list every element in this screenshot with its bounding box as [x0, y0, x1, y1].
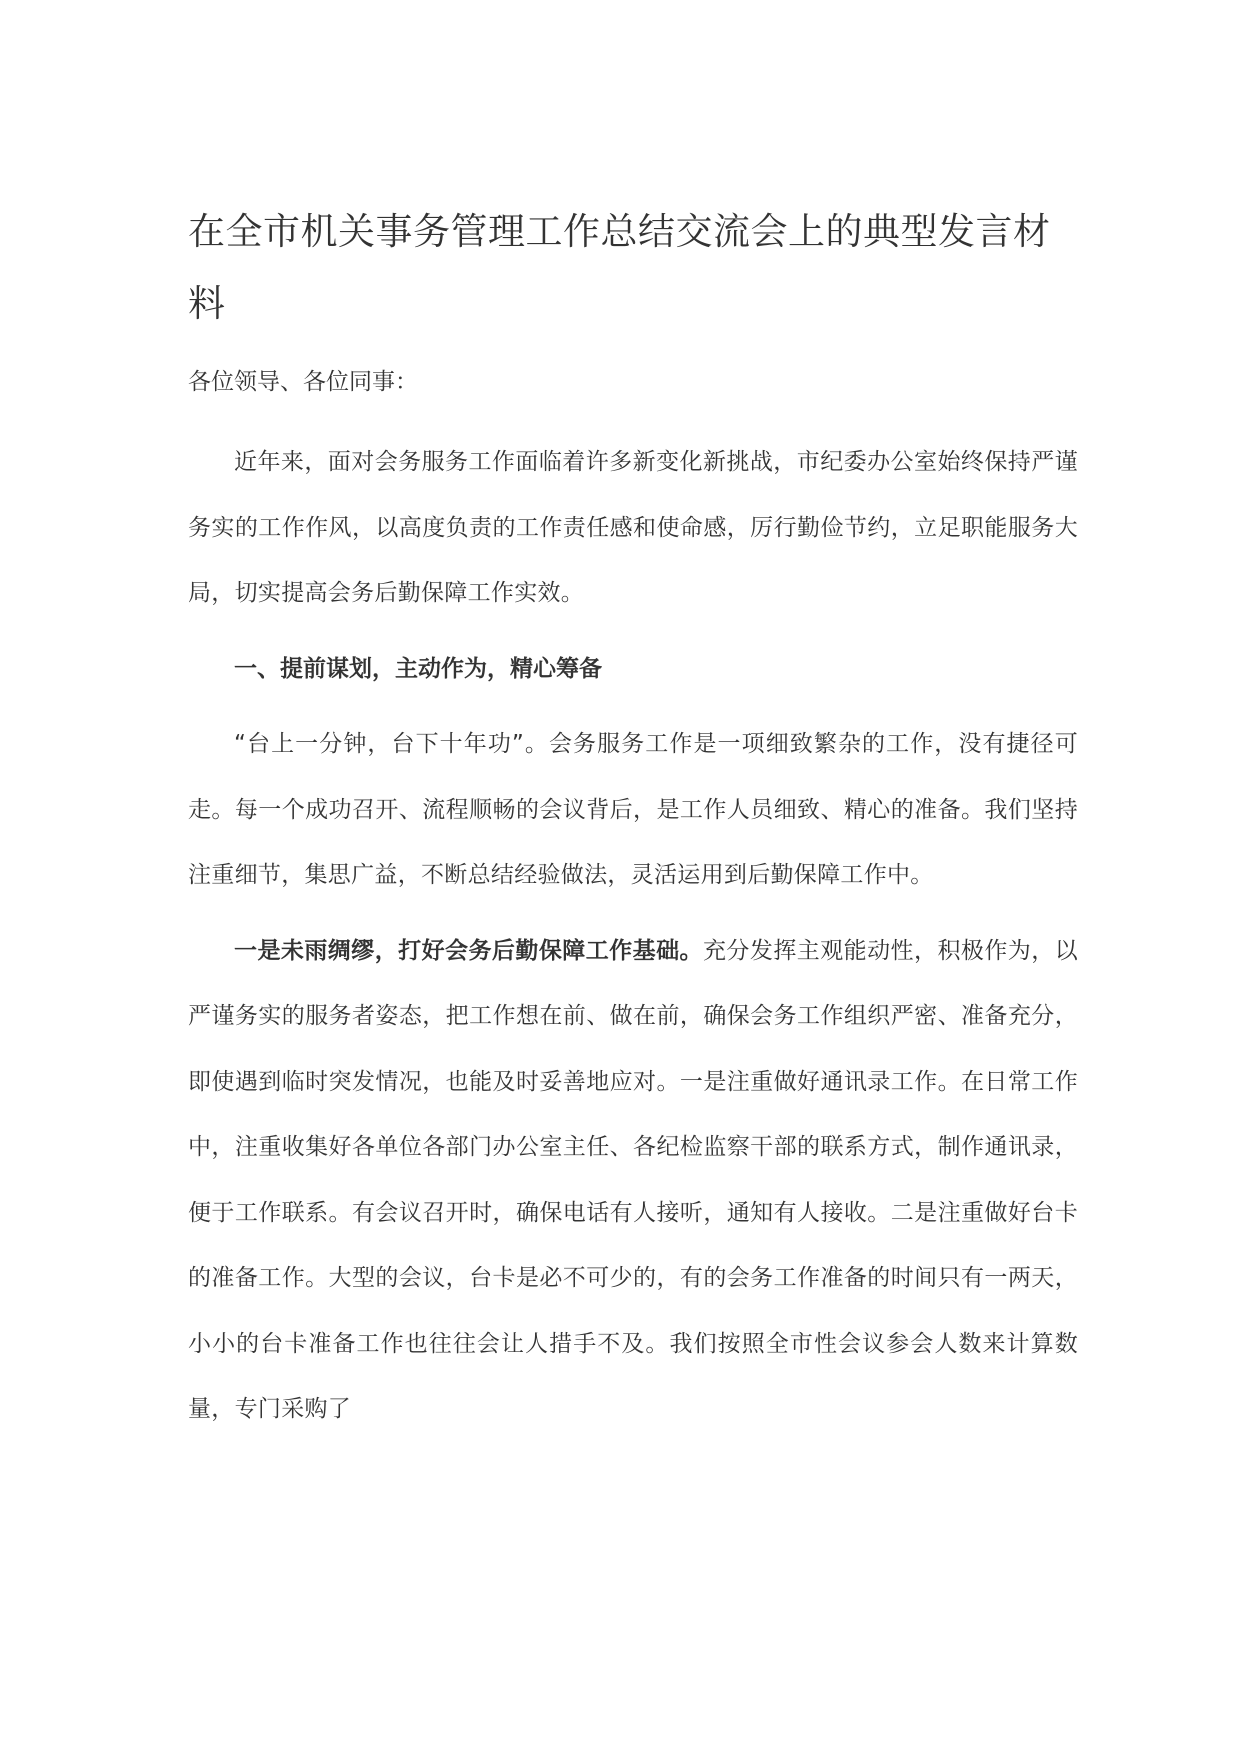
salutation: 各位领导、各位同事：	[188, 369, 418, 395]
body-paragraph-with-lead	[188, 919, 1078, 1443]
document-title: 在全市机关事务管理工作总结交流会上的典型发言材料	[188, 210, 1051, 325]
section-heading: 一、提前谋划，主动作为，精心筹备	[234, 655, 602, 682]
paragraph-lead: 一是未雨绸缪，打好会务后勤保障工作基础。	[234, 937, 703, 964]
paragraph-text: 充分发挥主观能动性，积极作为，以严谨务实的服务者姿态，把工作想在前、做在前，确保会务工作组织严密、准备充分，即使遇到临时突发情况，也能及时妥善地应对。一是注重做好通讯录工作。在日常工作中，注重收集好各单位各部门办公室主任、各纪检监察干部的联系方式，制作通讯录，便于工作联系。有会议召开时，确保电话有人接听，通知有人接收。二是注重做好台卡的准备工作。大型的会议，台卡是必不可少的，有的会务工作准备的时间只有一两天，小小的台卡准备工作也往往会让人措手不及。我们按照全市性会议参会人数来计算数量，专门采购了	[188, 937, 1078, 1422]
document-body	[188, 196, 1078, 1443]
body-paragraph: “台上一分钟，台下十年功”。会务服务工作是一项细致繁杂的工作，没有捷径可走。每一个成功召开、流程顺畅的会议背后，是工作人员细致、精心的准备。我们坚持注重细节，集思广益，不断总结经验做法，灵活运用到后勤保障工作中。	[188, 731, 1078, 888]
intro-paragraph: 近年来，面对会务服务工作面临着许多新变化新挑战，市纪委办公室始终保持严谨务实的工作作风，以高度负责的工作责任感和使命感，厉行勤俭节约，立足职能服务大局，切实提高会务后勤保障工作实效。	[188, 449, 1078, 606]
